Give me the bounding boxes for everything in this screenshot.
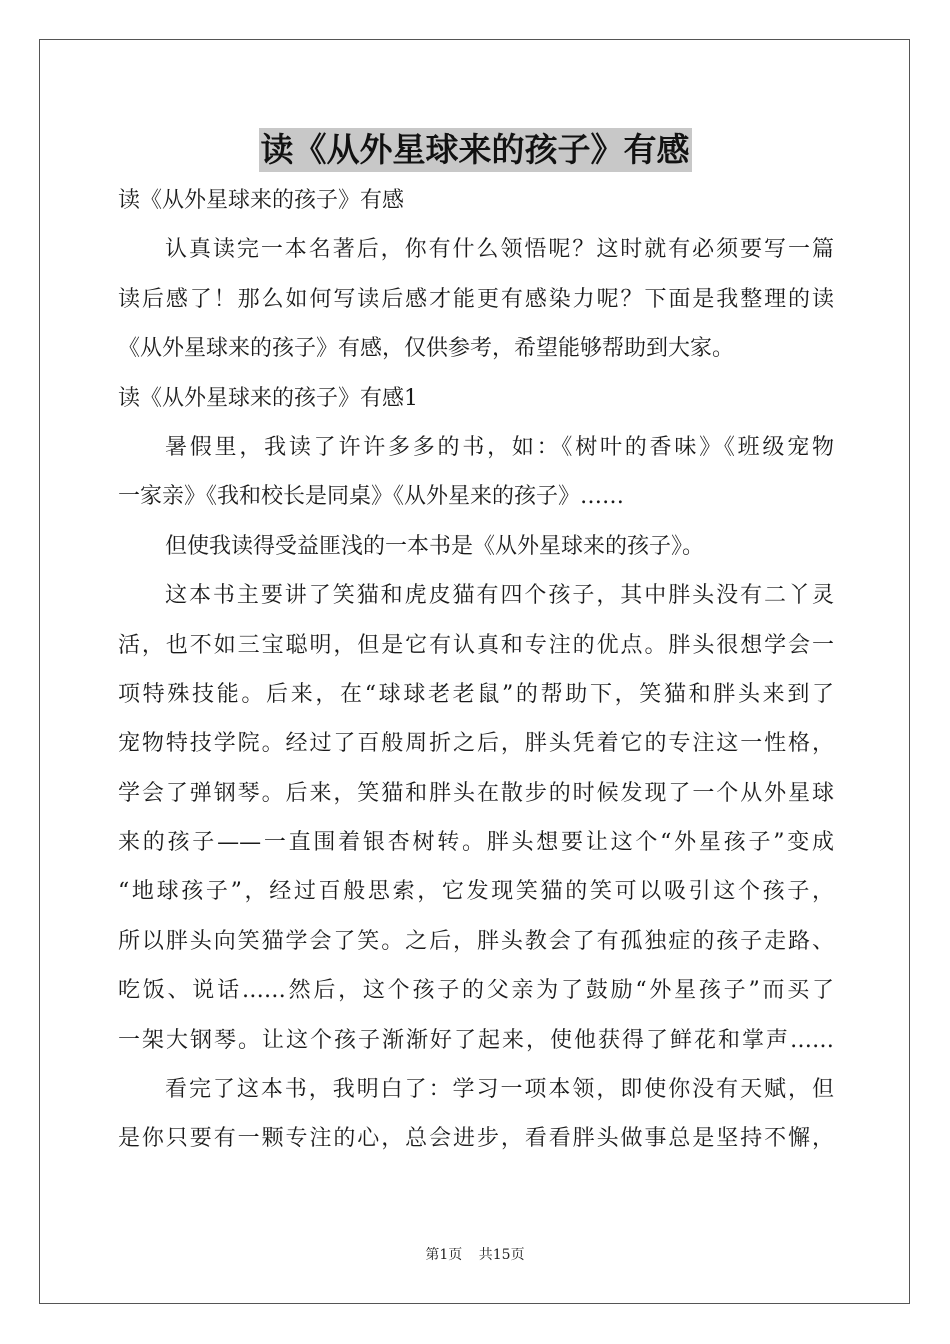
document-body <box>118 176 834 1164</box>
text-line: 吃饭、说话……然后，这个孩子的父亲为了鼓励“外星孩子”而买了 <box>118 978 834 1004</box>
page-number: 第1页 <box>425 1247 463 1263</box>
text-line: 宠物特技学院。经过了百般周折之后，胖头凭着它的专注这一性格， <box>118 731 834 757</box>
text-line: 这本书主要讲了笑猫和虎皮猫有四个孩子，其中胖头没有二丫灵 <box>165 583 834 609</box>
text-line: 所以胖头向笑猫学会了笑。之后，胖头教会了有孤独症的孩子走路、 <box>118 928 834 954</box>
text-line: 读《从外星球来的孩子》有感1 <box>118 385 418 411</box>
text-line: 暑假里，我读了许许多多的书，如：《树叶的香味》《班级宠物 <box>165 434 834 460</box>
text-line: 一架大钢琴。让这个孩子渐渐好了起来，使他获得了鲜花和掌声…… <box>118 1027 834 1053</box>
text-line: 是你只要有一颗专注的心，总会进步，看看胖头做事总是坚持不懈， <box>118 1126 834 1152</box>
text-line: 项特殊技能。后来，在“球球老老鼠”的帮助下，笑猫和胖头来到了 <box>118 681 834 707</box>
text-line: 读后感了！那么如何写读后感才能更有感染力呢？下面是我整理的读 <box>118 286 834 312</box>
title-container <box>0 128 950 172</box>
text-line: 学会了弹钢琴。后来，笑猫和胖头在散步的时候发现了一个从外星球 <box>118 780 834 806</box>
text-line: 《从外星球来的孩子》有感，仅供参考，希望能够帮助到大家。 <box>118 336 735 362</box>
text-line: 看完了这本书，我明白了：学习一项本领，即使你没有天赋，但 <box>165 1077 834 1103</box>
page-footer <box>0 1244 950 1264</box>
text-line: 活，也不如三宝聪明，但是它有认真和专注的优点。胖头很想学会一 <box>118 632 834 658</box>
page-total: 共15页 <box>478 1247 525 1263</box>
text-line: 来的孩子——一直围着银杏树转。胖头想要让这个“外星孩子”变成 <box>118 830 834 856</box>
text-line: “地球孩子”，经过百般思索，它发现笑猫的笑可以吸引这个孩子， <box>118 879 834 905</box>
text-line: 读《从外星球来的孩子》有感 <box>118 188 405 213</box>
text-line: 但使我读得受益匪浅的一本书是《从外星球来的孩子》。 <box>165 533 705 559</box>
text-line: 一家亲》《我和校长是同桌》《从外星来的孩子》…… <box>118 484 625 510</box>
text-line: 认真读完一本名著后，你有什么领悟呢？这时就有必须要写一篇 <box>165 237 834 263</box>
document-title: 读《从外星球来的孩子》有感 <box>259 128 692 172</box>
